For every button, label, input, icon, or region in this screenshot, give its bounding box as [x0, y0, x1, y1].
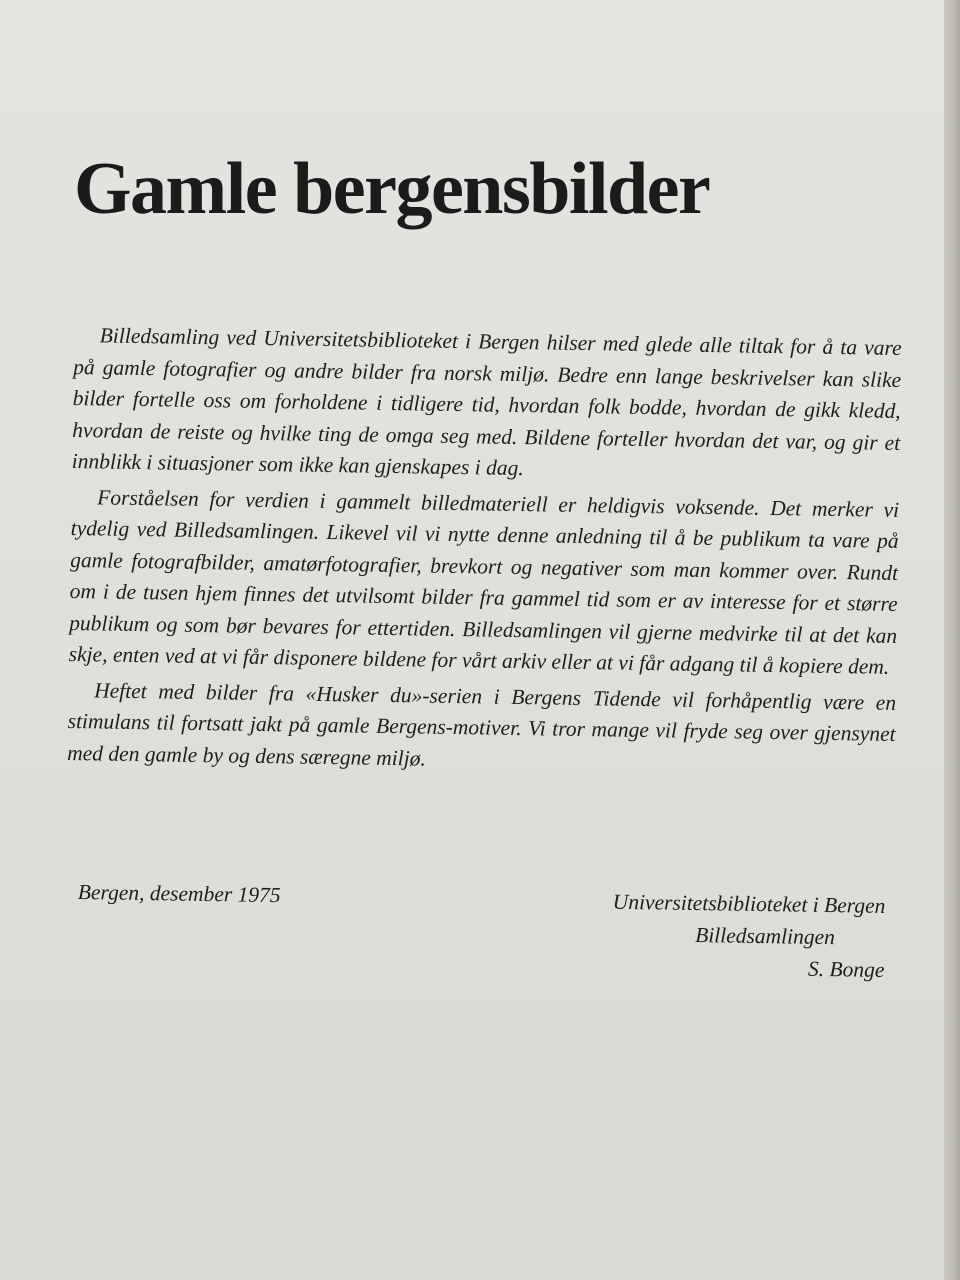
dateline: Bergen, desember 1975	[77, 880, 281, 908]
body-text	[67, 320, 902, 786]
page-title: Gamle bergensbilder	[74, 148, 710, 230]
page-edge	[944, 0, 960, 1280]
signature-institution: Universitetsbiblioteket i Bergen	[612, 889, 886, 918]
signature-block	[612, 886, 886, 986]
paragraph-3: Heftet med bilder fra «Husker du»-serien i Bergens Tidende vil forhåpentlig være en stimulans til fortsatt jakt på gamle Bergens-motiver. Vi tror mange vil fryde seg over gjensynet med den gamle by og dens særegne miljø.	[67, 677, 897, 771]
paragraph-2: Forståelsen for verdien i gammelt billedmateriell er heldigvis voksende. Det merker vi tydelig ved Billedsamlingen. Likevel vil vi nytte denne anledning til å be publikum ta vare på gamle fotografbilder, amatørfotografier, brevkort og negativer som man kommer over. Rundt om i de tusen hjem finnes det utvilsomt bilder fra gammel tid som er av interesse for et større publikum og som bør bevares for ettertiden. Billedsamlingen vil gjerne medvirke til at det kan skje, enten ved at vi får disponere bildene for vårt arkiv eller at vi får adgang til å kopiere dem.	[68, 484, 900, 679]
signature-department: Billedsamlingen	[695, 923, 836, 950]
signature-name: S. Bonge	[808, 956, 885, 982]
paragraph-1: Billedsamling ved Universitetsbiblioteket i Bergen hilser med glede alle tiltak for å ta vare på gamle fotografier og andre bilder fra norsk miljø. Bedre enn lange beskrivelser kan slike bilder fortelle oss om forholdene i tidligere tid, hvordan folk bodde, hvordan de gikk kledd, hvordan de reiste og hvilke ting de omga seg med. Bildene forteller hvordan det var, og gir et innblikk i situasjoner som ikke kan gjenskapes i dag.	[71, 323, 902, 481]
